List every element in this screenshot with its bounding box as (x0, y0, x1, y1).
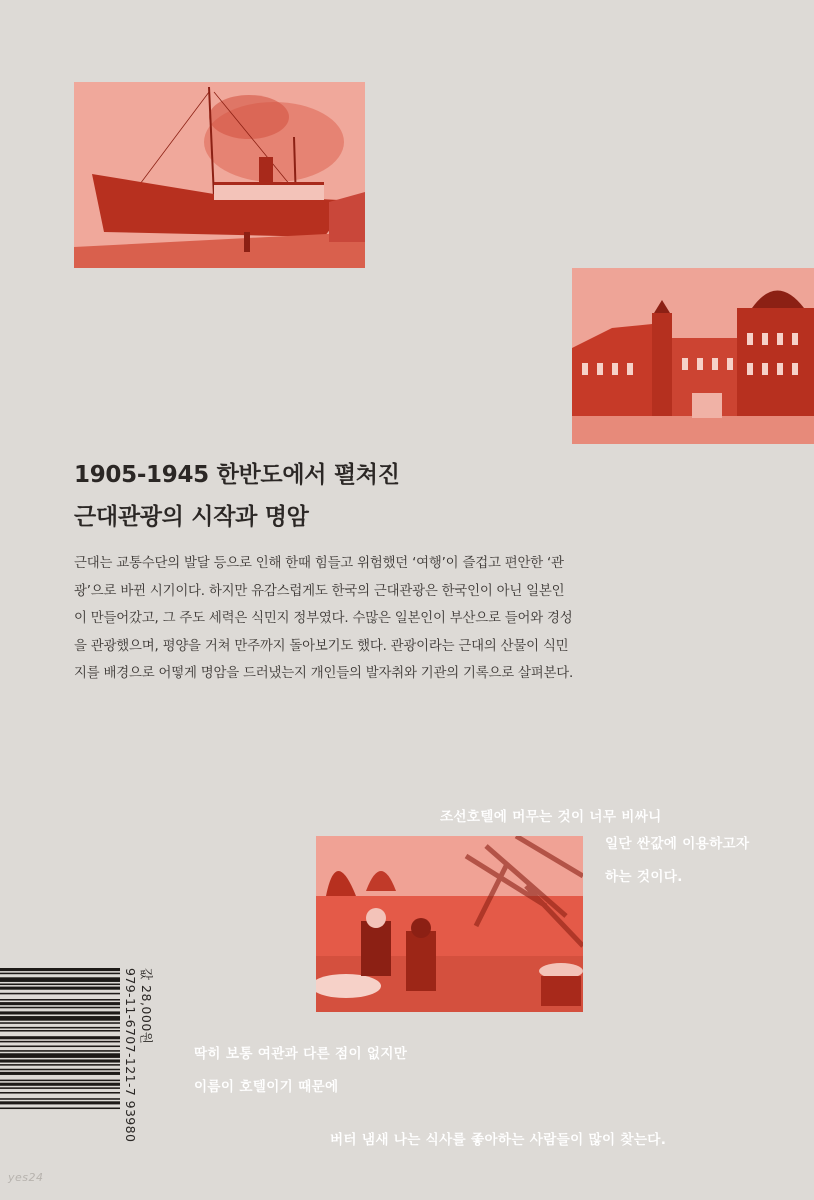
price-label: 값 28,000원 (139, 968, 154, 1045)
barcode-text (119, 968, 157, 1154)
headline-line-2: 근대관광의 시작과 명암 (74, 504, 309, 530)
description-line: 이 만들어갔고, 그 주도 세력은 식민지 정부였다. 수많은 일본인이 부산으로 들어와 경성 (74, 611, 573, 626)
hotel-interior-photo (316, 836, 583, 1012)
station-building-photo (572, 268, 814, 444)
description-line: 근대는 교통수단의 발달 등으로 인해 한때 힘들고 위험했던 ‘여행’이 즐겁고 편안한 ‘관 (74, 556, 564, 571)
headline-line-1: 1905-1945 한반도에서 펼쳐진 (74, 462, 400, 488)
quote-line-2: 일단 싼값에 이용하고자 (605, 836, 750, 852)
quote-line-6: 버터 냄새 나는 식사를 좋아하는 사람들이 많이 찾는다. (330, 1132, 667, 1148)
description-line: 을 관광했으며, 평양을 거쳐 만주까지 돌아보기도 했다. 관광이라는 근대의 산물이 식민 (74, 638, 569, 654)
quote-line-5: 이름이 호텔이기 때문에 (194, 1079, 339, 1095)
quote-line-3: 하는 것이다. (605, 869, 683, 885)
steamship-photo (74, 82, 365, 268)
description-line: 광’으로 바뀐 시기이다. 하지만 유감스럽게도 한국의 근대관광은 한국인이 아닌 일본인 (74, 583, 565, 599)
isbn-number: 979-11-6707-121-7 93980 (123, 968, 138, 1143)
isbn-barcode (0, 968, 120, 1154)
headline (74, 454, 734, 538)
quote-line-4: 딱히 보통 여관과 다른 점이 없지만 (194, 1046, 408, 1062)
description-paragraph (74, 550, 738, 688)
description-line: 지를 배경으로 어떻게 명암을 드러냈는지 개인들의 발자취와 기관의 기록으로 살펴본다. (74, 666, 574, 681)
publisher-logo: yes24 (8, 1171, 44, 1184)
quote-line-1: 조선호텔에 머무는 것이 너무 비싸니 (440, 809, 662, 825)
